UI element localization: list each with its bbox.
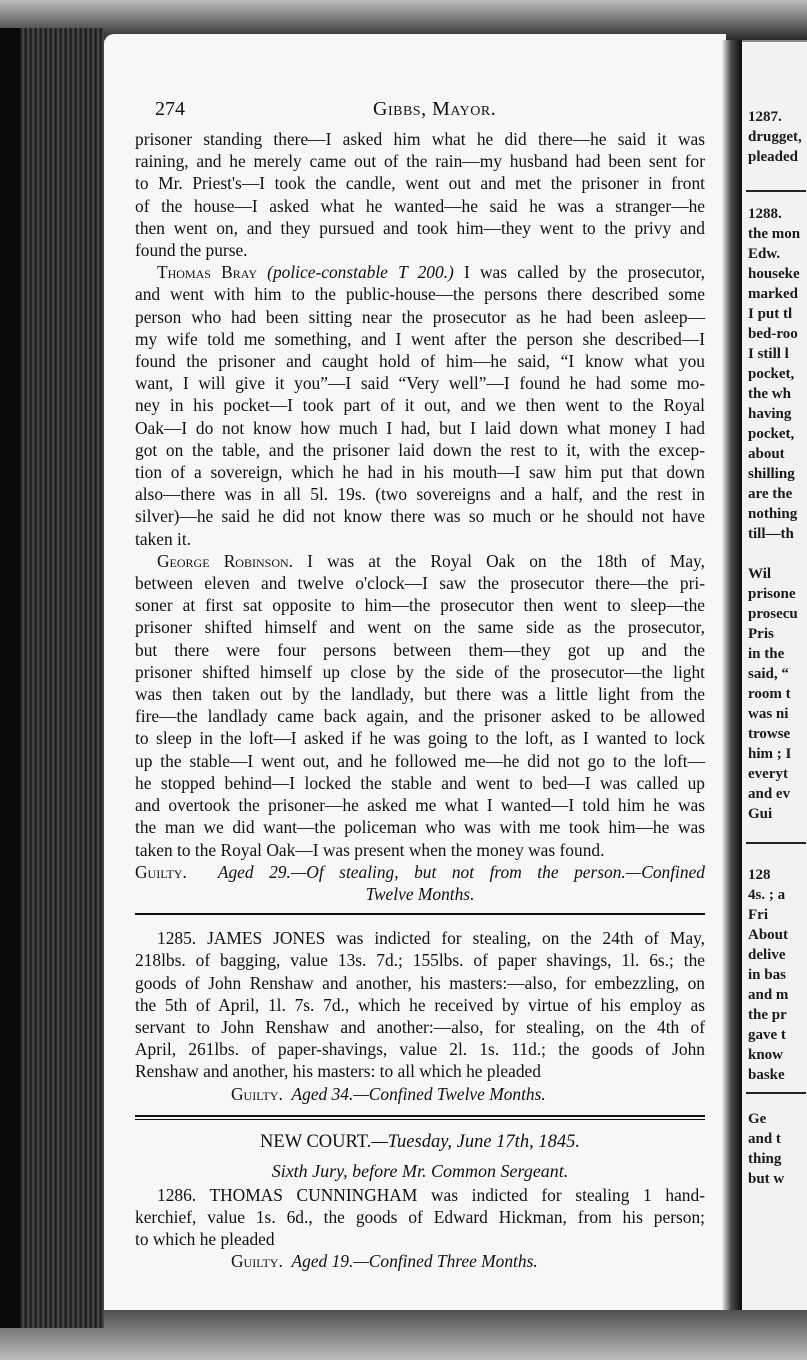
running-title: Gibbs, Mayor. xyxy=(373,98,497,120)
verdict-line xyxy=(135,861,705,883)
right-page-fragment: him ; I xyxy=(748,746,792,762)
right-page-fragment: thing xyxy=(748,1151,782,1167)
right-page-fragment: Edw. xyxy=(748,246,781,262)
right-page-fragment: and m xyxy=(748,987,789,1003)
right-page-fragment: I put tl xyxy=(748,306,793,322)
text-line: he stopped behind—I locked the stable and went to bed—I was called up xyxy=(135,772,705,793)
right-page-fragment: the mon xyxy=(748,226,801,242)
right-page-fragment: the wh xyxy=(748,386,791,402)
right-page-fragment: 1287. xyxy=(748,109,782,125)
text-line: servant to John Renshaw and another:—also, for stealing, on the 4th of xyxy=(135,1016,705,1037)
text-line: 218lbs. of bagging, value 13s. 7d.; 155lbs. of paper shavings, 1l. 6s.; the xyxy=(135,950,705,971)
verdict-line-2 xyxy=(135,883,705,905)
right-page-fragment: Pris xyxy=(748,626,774,642)
text-line: Renshaw and another, his masters: to all which he pleaded xyxy=(135,1061,541,1082)
text-line: goods of John Renshaw and another, his masters:—also, for embezzling, on xyxy=(135,972,705,993)
right-page-fragment: the pr xyxy=(748,1007,787,1023)
text-line: then went on, and they pursued and took him—they went to the privy and xyxy=(135,217,705,238)
verdict-word: Guilty. xyxy=(135,861,187,882)
right-page-fragment: said, “ xyxy=(748,666,789,682)
right-page-fragment: 1288. xyxy=(748,206,782,222)
right-page-fragment: 128 xyxy=(748,867,771,883)
court-label: NEW COURT. xyxy=(260,1131,372,1152)
text-line: fire—the landlady came back again, and the prisoner asked to be allowed xyxy=(135,706,705,727)
text-line: between eleven and twelve o'clock—I saw the prosecutor there—the pri- xyxy=(135,573,705,594)
text-line: kerchief, value 1s. 6d., the goods of Edward Hickman, from his person; xyxy=(135,1206,705,1227)
double-rule xyxy=(135,1115,705,1120)
right-page-fragment: everyt xyxy=(748,766,788,782)
right-page-fragment: drugget, xyxy=(748,129,802,145)
text-line: up the stable—I went out, and he followed me—he did not go to the loft— xyxy=(135,750,705,771)
text-line: tion of a sovereign, which he had in his mouth—I saw him put that down xyxy=(135,462,705,483)
book-spine-shadow xyxy=(0,28,20,1328)
text-line: person who had been sitting near the prosecutor as he had been asleep— xyxy=(135,306,705,327)
witness-paragraph-start xyxy=(135,550,705,572)
verdict-word: Guilty. xyxy=(231,1083,283,1104)
right-page-fragment: bed-roo xyxy=(748,326,798,342)
right-page-fragment: marked xyxy=(748,286,798,302)
witness-name: Thomas Bray xyxy=(157,262,257,283)
text-line: raining, and he merely came out of the rain—my husband had been sent for xyxy=(135,151,705,172)
text-line: to which he pleaded xyxy=(135,1229,275,1250)
right-page-fragment: pocket, xyxy=(748,426,795,442)
verdict-text: Aged 29.—Of stealing, but not from the person.—Confined xyxy=(217,861,705,882)
section-rule xyxy=(135,913,705,915)
right-page-fragment: but w xyxy=(748,1171,785,1187)
right-page-fragment: baske xyxy=(748,1067,785,1083)
right-page-edge xyxy=(742,42,807,1310)
right-page-fragment: houseke xyxy=(748,266,800,282)
right-page-fragment: shilling xyxy=(748,466,795,482)
verdict-word: Guilty. xyxy=(231,1251,283,1272)
verdict-text: Twelve Months. xyxy=(365,883,475,904)
court-date: —Tuesday, June 17th, 1845. xyxy=(371,1131,580,1152)
right-page-fragment: having xyxy=(748,406,792,422)
case-1286 xyxy=(135,1184,705,1273)
text-line: I was at the Royal Oak on the 18th of May, xyxy=(307,550,705,571)
text-line: prisoner shifted himself up close by the side of the prosecutor—the light xyxy=(135,661,705,682)
right-page-fragment: nothing xyxy=(748,506,798,522)
right-page-fragment: Gui xyxy=(748,806,773,822)
right-page-rule xyxy=(746,1092,806,1094)
book-gutter xyxy=(722,40,742,1310)
text-line: to sleep in the loft—I asked if he was going to the loft, as I wanted to lock xyxy=(135,728,705,749)
right-page-fragment: delive xyxy=(748,947,786,963)
right-page-fragment: Wil xyxy=(748,566,772,582)
right-page-fragment: in bas xyxy=(748,967,786,983)
text-line: Oak—I do not know how much I had, but I laid down what money I had xyxy=(135,417,705,438)
right-page-fragment: know xyxy=(748,1047,784,1063)
right-page-rule xyxy=(746,842,806,844)
right-page-fragment: Ge xyxy=(748,1111,767,1127)
right-page-fragment: 4s. ; a xyxy=(748,887,786,903)
verdict-text: Aged 34.—Confined Twelve Months. xyxy=(291,1083,546,1104)
text-line: also—there was in all 5l. 19s. (two sovereigns and a half, and the rest in xyxy=(135,484,705,505)
right-page-fragment: about xyxy=(748,446,785,462)
right-page-fragment: and t xyxy=(748,1131,781,1147)
case-1284-continued xyxy=(135,128,705,905)
right-page-fragment: in the xyxy=(748,646,785,662)
right-page-fragment: room t xyxy=(748,686,791,702)
text-line: April, 261lbs. of paper-shavings, value 2l. 1s. 11d.; the goods of John xyxy=(135,1039,705,1060)
text-line: taken to the Royal Oak—I was present when the money was found. xyxy=(135,839,605,860)
right-page-fragment: was ni xyxy=(748,706,789,722)
right-page-fragment: trowse xyxy=(748,726,791,742)
text-line: the man we did want—the policeman who was with me took him—he was xyxy=(135,817,705,838)
text-line: got on the table, and the prisoner laid down the rest to it, with the excep- xyxy=(135,439,705,460)
right-page-fragment: pleaded xyxy=(748,149,799,165)
text-line: silver)—he said he did not know there was so much or he should not have xyxy=(135,506,705,527)
text-line: prisoner shifted himself and went on the same side as the prosecutor, xyxy=(135,617,705,638)
text-line: to Mr. Priest's—I took the candle, went out and met the prisoner in front xyxy=(135,173,705,194)
text-line: I was called by the prosecutor, xyxy=(464,262,705,283)
page-header xyxy=(135,98,705,128)
text-line: 1285. JAMES JONES was indicted for stealing, on the 24th of May, xyxy=(157,928,705,949)
verdict-line xyxy=(135,1083,705,1105)
witness-role: (police-constable T 200.) xyxy=(267,262,454,283)
witness-paragraph-start xyxy=(135,261,705,283)
right-page-fragment: prosecu xyxy=(748,606,798,622)
right-page-fragment: till—th xyxy=(748,526,794,542)
right-page-fragment: gave t xyxy=(748,1027,786,1043)
text-line: and went with him to the public-house—the persons there described some xyxy=(135,284,705,305)
witness-name: George Robinson. xyxy=(157,550,293,571)
right-page-rule xyxy=(746,190,806,192)
text-line: my wife told me something, and I went after the person she described—I xyxy=(135,328,705,349)
text-line: prisoner standing there—I asked him what he did there—he said it was xyxy=(135,129,705,149)
text-line: taken it. xyxy=(135,528,192,549)
text-line: want, I will give it you”—I said “Very well”—I found he had some mo- xyxy=(135,373,705,394)
case-1285 xyxy=(135,927,705,1105)
page-number: 274 xyxy=(155,98,185,120)
jury-heading: Sixth Jury, before Mr. Common Sergeant. xyxy=(271,1160,569,1181)
text-line: soner at first sat opposite to him—the prosecutor then went to sleep—the xyxy=(135,595,705,616)
right-page-fragment: prisone xyxy=(748,586,796,602)
right-page-fragment: I still l xyxy=(748,346,789,362)
text-line: was then taken out by the landlady, but there was a little light from the xyxy=(135,684,705,705)
text-line: and overtook the prisoner—he asked me what I wanted—I told him he was xyxy=(135,795,705,816)
verdict-text: Aged 19.—Confined Three Months. xyxy=(291,1251,538,1272)
text-line: 1286. THOMAS CUNNINGHAM was indicted for stealing 1 hand- xyxy=(157,1184,705,1205)
text-line: found the prisoner and caught hold of him—he said, “I know what you xyxy=(135,351,705,372)
right-page-fragment: Fri xyxy=(748,907,768,923)
right-page-fragment: About xyxy=(748,927,789,943)
text-line: found the purse. xyxy=(135,240,248,261)
text-line: of the house—I asked what he wanted—he said he was a stranger—he xyxy=(135,195,705,216)
page-text xyxy=(135,98,705,1273)
right-page-fragment: are the xyxy=(748,486,793,502)
court-heading xyxy=(135,1132,705,1153)
text-line: but there were four persons between them—they got up and the xyxy=(135,639,705,660)
text-line: ney in his pocket—I took part of it out, and we then went to the Royal xyxy=(135,395,705,416)
right-page-fragment: and ev xyxy=(748,786,791,802)
right-page-fragment: pocket, xyxy=(748,366,795,382)
text-line: the 5th of April, 1l. 7s. 7d., which he received by virtue of his employ as xyxy=(135,994,705,1015)
verdict-line xyxy=(135,1250,705,1272)
